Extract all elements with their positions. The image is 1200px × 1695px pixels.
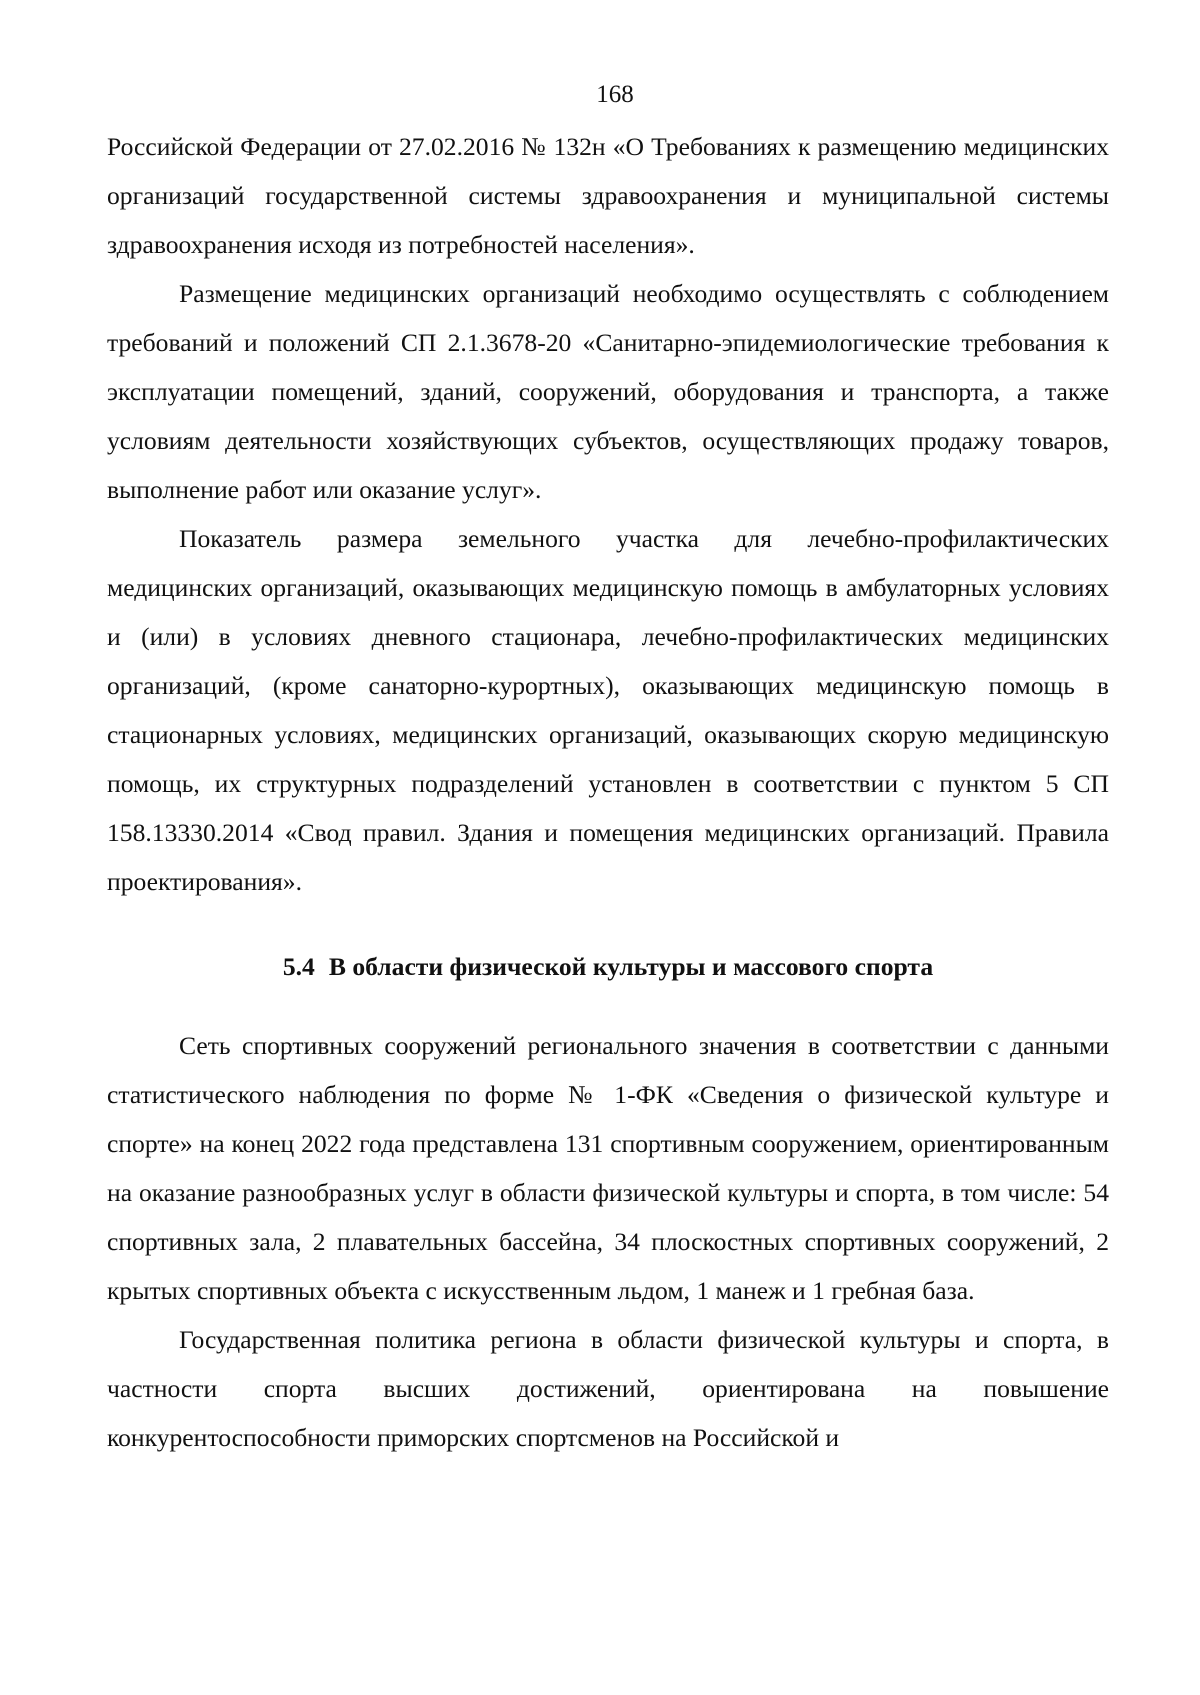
paragraph-land-plot-indicator: Показатель размера земельного участка для лечебно-профилактических медицинских организаций, оказывающих медицинскую помощь в амбулаторных условиях и (или) в условиях дневного стационара, лечебно-профилактических медицинских организаций, (кроме санаторно-курортных), оказывающих медицинскую помощь в стационарных условиях, медицинских организаций, оказывающих скорую медицинскую помощь, их структурных подразделений установлен в соответствии с пунктом 5 СП 158.13330.2014 «Свод правил. Здания и помещения медицинских организаций. Правила проектирования». [107,524,1109,896]
document-page [107,70,1109,1462]
paragraph-continuation: Российской Федерации от 27.02.2016 № 132н «О Требованиях к размещению медицинских организаций государственной системы здравоохранения и муниципальной системы здравоохранения исходя из потребностей населения». [107,132,1109,259]
section-heading [107,942,1109,991]
paragraph-placement-requirements: Размещение медицинских организаций необходимо осуществлять с соблюдением требований и положений СП 2.1.3678-20 «Санитарно-эпидемиологические требования к эксплуатации помещений, зданий, сооружений, оборудования и транспорта, а также условиям деятельности хозяйствующих субъектов, осуществляющих продажу товаров, выполнение работ или оказание услуг». [107,279,1109,504]
section-title: В области физической культуры и массового спорта [328,952,934,981]
section-number: 5.4 [282,952,315,981]
paragraph-sports-facilities: Сеть спортивных сооружений регионального значения в соответствии с данными статистического наблюдения по форме № 1-ФК «Сведения о физической культуре и спорте» на конец 2022 года представлена 131 спортивным сооружением, ориентированным на оказание разнообразных услуг в области физической культуры и спорта, в том числе: 54 спортивных зала, 2 плавательных бассейна, 34 плоскостных спортивных сооружений, 2 крытых спортивных объекта с искусственным льдом, 1 манеж и 1 гребная база. [107,1031,1109,1305]
paragraph-state-policy: Государственная политика региона в области физической культуры и спорта, в частности спорта высших достижений, ориентирована на повышение конкурентоспособности приморских спортсменов на Российской и [107,1325,1109,1452]
page-number: 168 [596,81,634,108]
